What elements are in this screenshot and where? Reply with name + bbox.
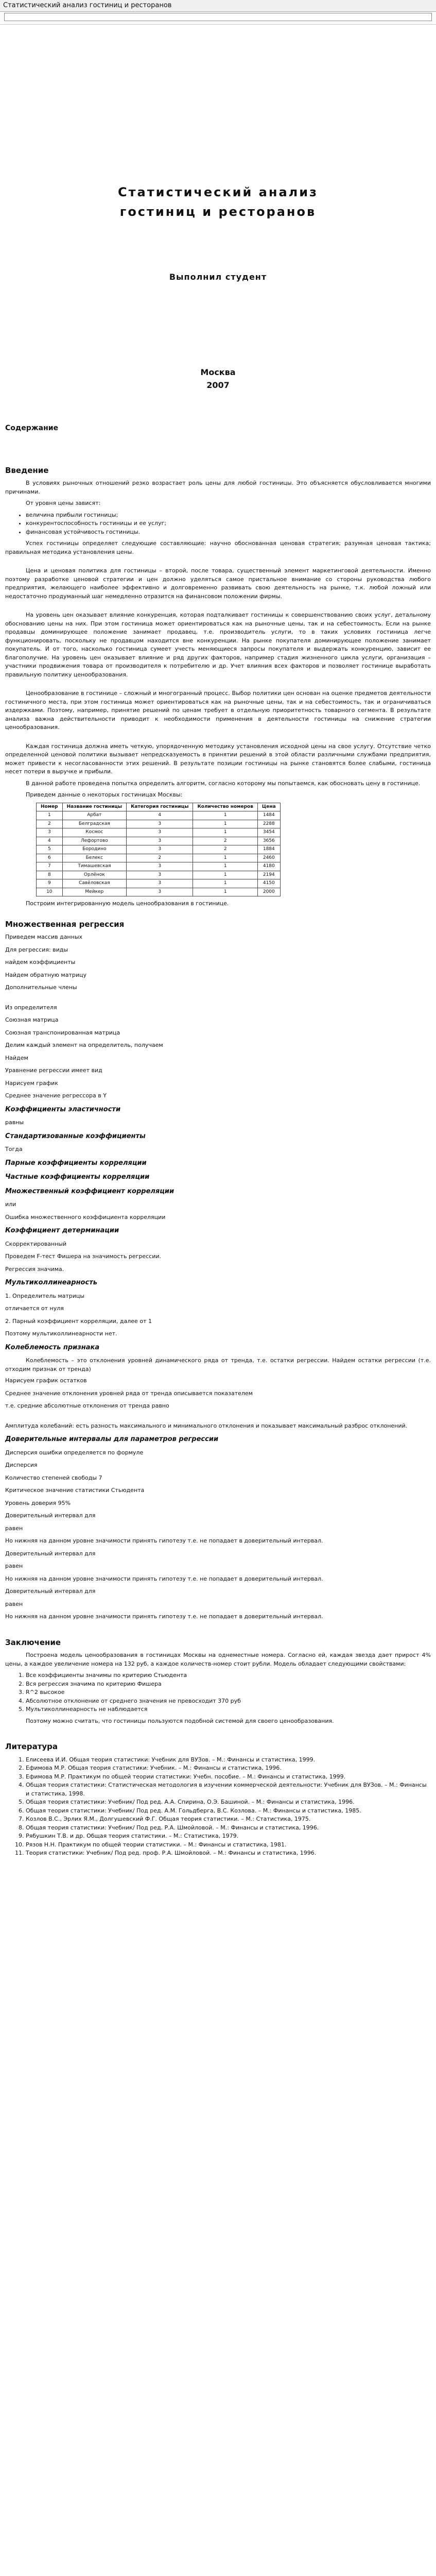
text-line: Но нижняя на данном уровне значимости принять гипотезу т.е. не попадает в доверительный интервал. xyxy=(5,1575,323,1582)
table-cell: 7 xyxy=(37,862,63,871)
table-cell: 3 xyxy=(127,845,193,854)
table-cell: 8 xyxy=(37,871,63,879)
intro-list xyxy=(5,511,431,537)
table-cell: 4180 xyxy=(257,862,280,871)
conclusion-heading: Заключение xyxy=(5,1637,61,1647)
table-header-row xyxy=(37,803,281,811)
partial-correlation-heading: Частные коэффициенты корреляции xyxy=(5,1173,150,1181)
document-page xyxy=(0,25,436,1858)
multicollinearity-lines xyxy=(5,1292,431,1338)
intro-paragraph: Успех гостиницы определяет следующие составляющие: научно обоснованная ценовая стратегия; разумная ценовая тактика; правильная методика установления цены. xyxy=(5,540,431,555)
table-cell: 1 xyxy=(193,811,257,820)
table-cell: 1 xyxy=(193,862,257,871)
text-line: Нарисуем график остатков xyxy=(5,1377,87,1384)
column-header: Категория гостиницы xyxy=(127,803,193,811)
text-line: найдем коэффициенты xyxy=(5,959,76,966)
column-header: Номер xyxy=(37,803,63,811)
table-cell: 2 xyxy=(37,820,63,828)
table-cell: 3454 xyxy=(257,828,280,837)
conclusion-paragraph: Поэтому можно считать, что гостиницы пользуются подобной системой для своего ценообразования. xyxy=(26,1717,334,1724)
table-cell: Лефортово xyxy=(62,837,126,845)
text-line: равен xyxy=(5,1524,23,1532)
determination-line: Регрессия значима. xyxy=(5,1265,64,1273)
list-item: • финансовая устойчивость гостиницы. xyxy=(26,528,431,537)
text-line: Дополнительные члены xyxy=(5,984,77,991)
list-item: 5. Мультиколлинеарность не наблюдается xyxy=(26,1705,431,1714)
literature-item: 5. Общая теория статистики: Учебник/ Под ред. А.А. Спирина, О.Э. Башиной. – М.: Финансы и статистика, 1996. xyxy=(26,1798,431,1807)
text-line: Уравнение регрессии имеет вид xyxy=(5,1067,102,1074)
intro-paragraph: В данной работе проведена попытка определить алгоритм, согласно которому мы попытаемся, как обосновать цену в гостинице. xyxy=(26,779,421,787)
determination-line: Проведем F-тест Фишера на значимость регрессии. xyxy=(5,1253,161,1260)
table-cell: 2288 xyxy=(257,820,280,828)
variability-heading: Колеблемость признака xyxy=(5,1343,100,1351)
text-line: Союзная транспонированная матрица xyxy=(5,1029,120,1036)
determination-heading: Коэффициент детерминации xyxy=(5,1227,119,1235)
address-bar-row xyxy=(0,12,436,25)
confidence-heading: Доверительные интервалы для параметров регрессии xyxy=(5,1435,219,1444)
table-caption: Построим интегрированную модель ценообразования в гостинице. xyxy=(26,900,229,907)
table-row xyxy=(37,888,281,896)
literature-item: 6. Общая теория статистики: Учебник/ Под ред. А.М. Гольдберга, В.С. Козлова. – М.: Финансы и статистика, 1985. xyxy=(26,1807,431,1816)
table-cell: 6 xyxy=(37,854,63,862)
list-item: 1. Все коэффициенты значимы по критерию Стьюдента xyxy=(26,1671,431,1680)
list-item: 3. R^2 высокое xyxy=(26,1688,431,1697)
table-cell: 3 xyxy=(127,879,193,888)
cover-year: 2007 xyxy=(206,380,230,391)
table-cell: 1 xyxy=(193,820,257,828)
regression-lines-2 xyxy=(5,1004,431,1100)
table-cell: Орлёнок xyxy=(62,871,126,879)
text-line: Для регрессия: виды xyxy=(5,946,68,953)
table-cell: 4 xyxy=(37,837,63,845)
table-row xyxy=(37,828,281,837)
intro-paragraph: От уровня цены зависят: xyxy=(26,500,101,507)
column-header: Цена xyxy=(257,803,280,811)
table-cell: Белградская xyxy=(62,820,126,828)
hotel-data-table xyxy=(36,803,281,897)
cover-title xyxy=(5,182,431,222)
column-header: Название гостиницы xyxy=(62,803,126,811)
literature-item: 10. Рязов Н.Н. Практикум по общей теории статистики. – М.: Финансы и статистика, 1981. xyxy=(26,1841,431,1850)
table-cell: 2194 xyxy=(257,871,280,879)
regression-heading: Множественная регрессия xyxy=(5,919,125,929)
text-line: Поэтому мультиколлинеарности нет. xyxy=(5,1330,117,1337)
table-cell: Мейкер xyxy=(62,888,126,896)
standardized-line: Тогда xyxy=(5,1146,23,1153)
multiple-correlation-line: или xyxy=(5,1201,16,1208)
text-line: Найдем xyxy=(5,1054,28,1061)
determination-line: Скорректированный xyxy=(5,1240,67,1247)
cover-city: Москва xyxy=(200,367,236,377)
literature-item: 8. Общая теория статистики: Учебник/ Под ред. Р.А. Шмойловой. – М.: Финансы и статистика, 1996. xyxy=(26,1824,431,1833)
table-cell: 1 xyxy=(193,871,257,879)
table-row xyxy=(37,837,281,845)
cover-title-line-1: Статистический анализ xyxy=(118,185,318,199)
multiple-correlation-line: Ошибка множественного коэффициента корреляции xyxy=(5,1213,166,1221)
literature-item: 4. Общая теория статистики: Статистическая методология в изучении коммерческой деятельности: Учебник для ВУЗов. – М.: Финансы и статистика, 1998. xyxy=(26,1781,431,1798)
literature-item: 11. Теория статистики: Учебник/ Под ред. проф. Р.А. Шмойловой. – М.: Финансы и статистика, 1996. xyxy=(26,1849,431,1858)
table-cell: 3 xyxy=(127,828,193,837)
table-row xyxy=(37,879,281,888)
literature-item: 9. Рябушкин Т.В. и др. Общая теория статистики. – М.: Статистика, 1979. xyxy=(26,1832,431,1841)
text-line: Союзная матрица xyxy=(5,1016,59,1024)
text-line: Уровень доверия 95% xyxy=(5,1499,71,1506)
table-cell: Арбат xyxy=(62,811,126,820)
cover-title-line-2: гостиниц и ресторанов xyxy=(119,205,317,219)
elasticity-line: равны xyxy=(5,1119,24,1126)
table-cell: 1884 xyxy=(257,845,280,854)
variability-lines xyxy=(5,1377,431,1411)
table-cell: Бородино xyxy=(62,845,126,854)
literature-item: 1. Елисеева И.И. Общая теория статистики: Учебник для ВУЗов. – М.: Финансы и статистика, 1999. xyxy=(26,1756,431,1765)
table-row xyxy=(37,845,281,854)
pair-correlation-heading: Парные коэффициенты корреляции xyxy=(5,1159,147,1167)
table-cell: 3 xyxy=(127,820,193,828)
text-line: Дисперсия xyxy=(5,1462,38,1469)
text-line: равен xyxy=(5,1563,23,1570)
table-cell: 2460 xyxy=(257,854,280,862)
regression-lines xyxy=(5,933,431,992)
cover-city-date xyxy=(5,366,431,392)
text-line: Из определителя xyxy=(5,1004,57,1011)
table-cell: 2 xyxy=(193,837,257,845)
literature-item: 7. Козлов В.С., Эрлих Я.М., Долгушевский Ф.Г. Общая теория статистики. – М.: Статистика, 1975. xyxy=(26,1815,431,1824)
text-line: Но нижняя на данном уровне значимости принять гипотезу т.е. не попадает в доверительный интервал. xyxy=(5,1537,323,1545)
text-line: Делим каждый элемент на определитель, получаем xyxy=(5,1042,163,1049)
literature-item: 3. Ефимова М.Р. Практикум по общей теории статистики: Учебн. пособие. – М.: Финансы и статистика, 1999. xyxy=(26,1773,431,1782)
intro-paragraph: Каждая гостиница должна иметь четкую, упорядоченную методику установления исходной цены на свое услугу. Отсутствие четко определенной ценовой политики вызывает непредсказуемость в принятии решений в этой области различными службами предприятия, может привести к несогласованности этих решений. В результате позиции гостиницы на рынке становятся более слабыми, гостиница несет потери в выручке и прибыли. xyxy=(5,742,431,775)
table-row xyxy=(37,871,281,879)
table-cell: 10 xyxy=(37,888,63,896)
toc-heading: Содержание xyxy=(5,423,59,432)
column-header: Количество номеров xyxy=(193,803,257,811)
table-cell: 2 xyxy=(193,845,257,854)
table-cell: 3 xyxy=(127,862,193,871)
text-line: Среднее значение отклонения уровней ряда от тренда описывается показателем xyxy=(5,1389,253,1397)
text-line: отличается от нуля xyxy=(5,1305,64,1312)
cover-author: Выполнил студент xyxy=(169,272,267,282)
multiple-correlation-heading: Множественный коэффициент корреляции xyxy=(5,1187,175,1195)
table-cell: 3 xyxy=(127,837,193,845)
window-title-bar xyxy=(0,0,436,12)
elasticity-heading: Коэффициенты эластичности xyxy=(5,1105,121,1113)
table-cell: 1 xyxy=(193,854,257,862)
intro-paragraph: Ценообразование в гостинице – сложный и многогранный процесс. Выбор политики цен основан на оценке предметов деятельности гостиничного места, при этом гостиница может ориентироваться как на рыночные цены, так и на себестоимость, так и ограничиваться издержками. Поэтому, например, принятие решений по ценам требует в отдельную приоритетность товарного сегмента. В результате анализа важна действительности приводит к необходимости применения в деятельности гостиницы на снижение стратегии ценообразования. xyxy=(5,690,431,731)
variability-paragraph: Колеблемость – это отклонения уровней динамического ряда от тренда, т.е. остатки регрессии. Найдем остатки регрессии (т.е. отходим признак от тренда) xyxy=(5,1357,431,1372)
intro-heading: Введение xyxy=(5,465,49,475)
table-row xyxy=(37,862,281,871)
literature-list xyxy=(5,1756,431,1858)
table-cell: 3 xyxy=(127,871,193,879)
text-line: Приведем массив данных xyxy=(5,934,83,941)
table-cell: 1 xyxy=(37,811,63,820)
table-cell: 1484 xyxy=(257,811,280,820)
table-cell: 3 xyxy=(37,828,63,837)
text-line: Доверительный интервал для xyxy=(5,1550,96,1557)
text-line: 2. Парный коэффициент корреляции, далее от 1 xyxy=(5,1317,152,1325)
table-cell: Белекс xyxy=(62,854,126,862)
intro-paragraph: На уровень цен оказывает влияние конкуренция, которая подталкивает гостиницы к совершенствованию своих услуг, детальному обоснованию цены на них. При этом гостиница может ориентироваться как на рыночные цены, так и на себестоимость. Если на рынке продавцы доминирующее положение занимает продавец, т.е. производитель услуги, то в таких условиях гостиница легче функционировать, поскольку не продавцом находится вне конкуренции. На рынке покупателя доминирующее положение занимает покупатель. И от того, насколько гостиница сумеет учесть меняющиеся запросы покупателя и выдержать конкуренцию, зависит ее благополучие. На уровень цен оказывает влияние и ряд других факторов, например стадия жизненного цикла услуги, организация – участники продвижения товара от производителя к потребителю и др. Учет влияния всех факторов и позволяет гостинице выработать правильную политику ценообразования. xyxy=(5,612,431,678)
table-cell: 3 xyxy=(127,888,193,896)
text-line: 1. Определитель матрицы xyxy=(5,1292,85,1299)
confidence-lines xyxy=(5,1449,431,1621)
address-bar-input[interactable] xyxy=(4,13,432,21)
table-cell: 2000 xyxy=(257,888,280,896)
literature-heading: Литература xyxy=(5,1742,58,1752)
list-item: • конкурентоспособность гостиницы и ее услуг; xyxy=(26,519,431,528)
table-cell: 3656 xyxy=(257,837,280,845)
list-item: 4. Абсолютное отклонение от среднего значения не превосходит 370 руб xyxy=(26,1697,431,1706)
text-line: Нарисуем график xyxy=(5,1079,58,1087)
table-cell: 2 xyxy=(127,854,193,862)
table-cell: 4150 xyxy=(257,879,280,888)
text-line: Критическое значение статистики Стьюдента xyxy=(5,1487,145,1494)
text-line: Найдем обратную матрицу xyxy=(5,971,87,978)
table-body xyxy=(37,811,281,896)
table-cell: Савёловская xyxy=(62,879,126,888)
text-line: т.е. средние абсолютные отклонения от тренда равно xyxy=(5,1402,169,1410)
text-line: Среднее значение регрессора в Y xyxy=(5,1092,107,1099)
table-row xyxy=(37,820,281,828)
window-title: Статистический анализ гостиниц и ресторанов xyxy=(3,2,172,10)
amplitude-line: Амплитуда колебаний: есть разность максимального и минимального отклонения и показывает максимальный разброс отклонений. xyxy=(5,1422,408,1429)
conclusion-paragraph: Построена модель ценообразования в гостиницах Москвы на однеместные номера. Согласно ей, каждая звезда дает прирост 4% цены, а каждое увеличение номера на 132 руб, а каждое количеств-номер стоит рубли. Модель обладает следующими свойствами: xyxy=(5,1652,431,1667)
conclusion-list xyxy=(5,1671,431,1714)
table-row xyxy=(37,811,281,820)
multicollinearity-heading: Мультиколлинеарность xyxy=(5,1279,97,1287)
table-row xyxy=(37,854,281,862)
text-line: Доверительный интервал для xyxy=(5,1588,96,1595)
intro-paragraph: Приведем данные о некоторых гостиницах Москвы: xyxy=(26,791,183,799)
table-cell: 1 xyxy=(193,879,257,888)
table-cell: 9 xyxy=(37,879,63,888)
standardized-heading: Стандартизованные коэффициенты xyxy=(5,1132,146,1140)
table-cell: 1 xyxy=(193,888,257,896)
literature-item: 2. Ефимова М.Р. Общая теория статистики: Учебник. – М.: Финансы и статистика, 1996. xyxy=(26,1764,431,1773)
table-cell: Космос xyxy=(62,828,126,837)
table-cell: 1 xyxy=(193,828,257,837)
text-line: равен xyxy=(5,1600,23,1607)
table-cell: Тимашевская xyxy=(62,862,126,871)
table-cell: 4 xyxy=(127,811,193,820)
intro-paragraph: В условиях рыночных отношений резко возрастает роль цены для любой гостиницы. Это объясняется обусловливается многими причинами. xyxy=(5,480,431,495)
text-line: Но нижняя на данном уровне значимости принять гипотезу т.е. не попадает в доверительный интервал. xyxy=(5,1613,323,1620)
table-cell: 5 xyxy=(37,845,63,854)
text-line: Доверительный интервал для xyxy=(5,1512,96,1519)
text-line: Дисперсия ошибки определяется по формуле xyxy=(5,1449,144,1456)
list-item: • величина прибыли гостиницы; xyxy=(26,511,431,520)
text-line: Количество степеней свободы 7 xyxy=(5,1474,102,1481)
list-item: 2. Вся регрессия значима по критерию Фишера xyxy=(26,1680,431,1689)
intro-paragraph: Цена и ценовая политика для гостиницы – второй, после товара, существенный элемент маркетинговой деятельности. Именно поэтому разработке ценовой стратегии и цен должно уделяться самое пристальное внимание со стороны руководства любого предприятия, желающего наиболее эффективно и долговременно развивать свою деятельность на рынке, т.к. любой ложный или недостаточно продуманный шаг немедленно отразится на финансовом положении фирмы. xyxy=(5,567,431,600)
